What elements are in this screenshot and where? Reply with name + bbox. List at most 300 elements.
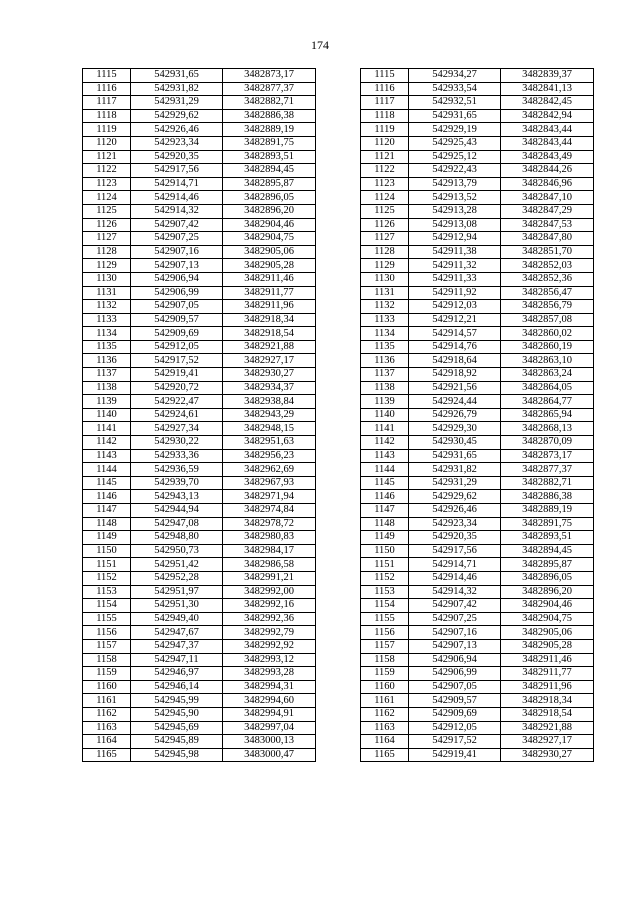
right-x-coordinate-cell: 542911,38	[409, 245, 501, 259]
left-y-coordinate-cell: 3482984,17	[223, 544, 316, 558]
right-x-coordinate-cell: 542911,92	[409, 286, 501, 300]
right-point-number-cell: 1141	[361, 422, 409, 436]
left-y-coordinate-cell: 3482951,63	[223, 436, 316, 450]
left-y-coordinate-cell: 3482992,92	[223, 639, 316, 653]
left-y-coordinate-cell: 3482956,23	[223, 449, 316, 463]
right-point-number-cell: 1156	[361, 626, 409, 640]
right-y-coordinate-cell: 3482847,80	[501, 232, 594, 246]
left-y-coordinate-cell: 3482889,19	[223, 123, 316, 137]
right-x-coordinate-cell: 542926,79	[409, 408, 501, 422]
page-number: 174	[311, 38, 329, 52]
right-x-coordinate-cell: 542929,19	[409, 123, 501, 137]
left-y-coordinate-cell: 3482911,96	[223, 300, 316, 314]
right-x-coordinate-cell: 542912,21	[409, 313, 501, 327]
left-point-number-cell: 1126	[83, 218, 131, 232]
right-x-coordinate-cell: 542913,28	[409, 204, 501, 218]
right-point-number-cell: 1149	[361, 531, 409, 545]
column-gap	[316, 558, 361, 572]
table-row	[83, 177, 594, 191]
table-row	[83, 340, 594, 354]
left-x-coordinate-cell: 542924,61	[131, 408, 223, 422]
right-x-coordinate-cell: 542931,29	[409, 476, 501, 490]
right-y-coordinate-cell: 3482893,51	[501, 531, 594, 545]
left-x-coordinate-cell: 542923,34	[131, 136, 223, 150]
right-point-number-cell: 1143	[361, 449, 409, 463]
left-x-coordinate-cell: 542946,14	[131, 680, 223, 694]
right-x-coordinate-cell: 542917,52	[409, 735, 501, 749]
left-y-coordinate-cell: 3482992,00	[223, 585, 316, 599]
right-y-coordinate-cell: 3482905,06	[501, 626, 594, 640]
column-gap	[316, 96, 361, 110]
table-row	[83, 544, 594, 558]
left-x-coordinate-cell: 542951,30	[131, 599, 223, 613]
right-y-coordinate-cell: 3482843,44	[501, 123, 594, 137]
right-x-coordinate-cell: 542914,46	[409, 571, 501, 585]
left-point-number-cell: 1146	[83, 490, 131, 504]
column-gap	[316, 109, 361, 123]
column-gap	[316, 69, 361, 83]
column-gap	[316, 354, 361, 368]
table-row	[83, 694, 594, 708]
right-point-number-cell: 1116	[361, 82, 409, 96]
left-point-number-cell: 1164	[83, 735, 131, 749]
column-gap	[316, 653, 361, 667]
right-x-coordinate-cell: 542912,05	[409, 721, 501, 735]
right-x-coordinate-cell: 542934,27	[409, 69, 501, 83]
left-x-coordinate-cell: 542947,08	[131, 517, 223, 531]
column-gap	[316, 218, 361, 232]
right-point-number-cell: 1122	[361, 164, 409, 178]
table-row	[83, 490, 594, 504]
right-point-number-cell: 1130	[361, 272, 409, 286]
right-x-coordinate-cell: 542914,76	[409, 340, 501, 354]
right-y-coordinate-cell: 3482852,36	[501, 272, 594, 286]
coordinates-table	[82, 68, 594, 762]
left-y-coordinate-cell: 3482886,38	[223, 109, 316, 123]
left-point-number-cell: 1163	[83, 721, 131, 735]
left-y-coordinate-cell: 3482873,17	[223, 69, 316, 83]
table-row	[83, 96, 594, 110]
table-row	[83, 300, 594, 314]
left-x-coordinate-cell: 542945,90	[131, 707, 223, 721]
column-gap	[316, 232, 361, 246]
table-row	[83, 82, 594, 96]
table-row	[83, 626, 594, 640]
left-point-number-cell: 1138	[83, 381, 131, 395]
right-x-coordinate-cell: 542914,57	[409, 327, 501, 341]
column-gap	[316, 272, 361, 286]
left-y-coordinate-cell: 3482934,37	[223, 381, 316, 395]
right-point-number-cell: 1158	[361, 653, 409, 667]
left-x-coordinate-cell: 542919,41	[131, 368, 223, 382]
column-gap	[316, 667, 361, 681]
left-point-number-cell: 1139	[83, 395, 131, 409]
right-y-coordinate-cell: 3482891,75	[501, 517, 594, 531]
table-row	[83, 69, 594, 83]
left-y-coordinate-cell: 3482905,28	[223, 259, 316, 273]
right-x-coordinate-cell: 542931,65	[409, 109, 501, 123]
column-gap	[316, 639, 361, 653]
table-row	[83, 354, 594, 368]
right-x-coordinate-cell: 542918,92	[409, 368, 501, 382]
right-x-coordinate-cell: 542907,05	[409, 680, 501, 694]
right-point-number-cell: 1121	[361, 150, 409, 164]
left-point-number-cell: 1122	[83, 164, 131, 178]
table-row	[83, 667, 594, 681]
table-row	[83, 408, 594, 422]
left-point-number-cell: 1125	[83, 204, 131, 218]
left-point-number-cell: 1121	[83, 150, 131, 164]
table-row	[83, 558, 594, 572]
table-row	[83, 735, 594, 749]
right-x-coordinate-cell: 542909,57	[409, 694, 501, 708]
left-point-number-cell: 1123	[83, 177, 131, 191]
right-x-coordinate-cell: 542914,32	[409, 585, 501, 599]
table-row	[83, 313, 594, 327]
right-y-coordinate-cell: 3482895,87	[501, 558, 594, 572]
right-y-coordinate-cell: 3482896,05	[501, 571, 594, 585]
left-x-coordinate-cell: 542927,34	[131, 422, 223, 436]
left-point-number-cell: 1153	[83, 585, 131, 599]
table-row	[83, 571, 594, 585]
left-x-coordinate-cell: 542907,13	[131, 259, 223, 273]
right-y-coordinate-cell: 3482843,49	[501, 150, 594, 164]
left-point-number-cell: 1140	[83, 408, 131, 422]
left-x-coordinate-cell: 542917,56	[131, 164, 223, 178]
right-y-coordinate-cell: 3482856,79	[501, 300, 594, 314]
table-row	[83, 639, 594, 653]
left-x-coordinate-cell: 542909,57	[131, 313, 223, 327]
left-point-number-cell: 1154	[83, 599, 131, 613]
right-y-coordinate-cell: 3482843,44	[501, 136, 594, 150]
left-x-coordinate-cell: 542914,71	[131, 177, 223, 191]
right-y-coordinate-cell: 3482842,45	[501, 96, 594, 110]
column-gap	[316, 449, 361, 463]
column-gap	[316, 517, 361, 531]
right-point-number-cell: 1134	[361, 327, 409, 341]
table-row	[83, 504, 594, 518]
left-x-coordinate-cell: 542914,32	[131, 204, 223, 218]
column-gap	[316, 82, 361, 96]
left-x-coordinate-cell: 542931,82	[131, 82, 223, 96]
right-point-number-cell: 1164	[361, 735, 409, 749]
right-point-number-cell: 1131	[361, 286, 409, 300]
right-point-number-cell: 1152	[361, 571, 409, 585]
left-point-number-cell: 1115	[83, 69, 131, 83]
left-point-number-cell: 1129	[83, 259, 131, 273]
left-point-number-cell: 1117	[83, 96, 131, 110]
right-x-coordinate-cell: 542918,64	[409, 354, 501, 368]
right-y-coordinate-cell: 3482851,70	[501, 245, 594, 259]
right-x-coordinate-cell: 542929,30	[409, 422, 501, 436]
table-row	[83, 245, 594, 259]
left-y-coordinate-cell: 3482978,72	[223, 517, 316, 531]
table-row	[83, 612, 594, 626]
left-x-coordinate-cell: 542949,40	[131, 612, 223, 626]
column-gap	[316, 707, 361, 721]
right-point-number-cell: 1129	[361, 259, 409, 273]
left-y-coordinate-cell: 3482980,83	[223, 531, 316, 545]
left-y-coordinate-cell: 3483000,13	[223, 735, 316, 749]
right-y-coordinate-cell: 3482863,24	[501, 368, 594, 382]
column-gap	[316, 476, 361, 490]
table-row	[83, 748, 594, 762]
right-point-number-cell: 1146	[361, 490, 409, 504]
right-y-coordinate-cell: 3482911,77	[501, 667, 594, 681]
left-point-number-cell: 1120	[83, 136, 131, 150]
table-row	[83, 395, 594, 409]
right-x-coordinate-cell: 542907,25	[409, 612, 501, 626]
left-y-coordinate-cell: 3482904,75	[223, 232, 316, 246]
left-x-coordinate-cell: 542945,69	[131, 721, 223, 735]
column-gap	[316, 544, 361, 558]
left-x-coordinate-cell: 542945,98	[131, 748, 223, 762]
right-y-coordinate-cell: 3482852,03	[501, 259, 594, 273]
right-point-number-cell: 1148	[361, 517, 409, 531]
left-point-number-cell: 1156	[83, 626, 131, 640]
left-x-coordinate-cell: 542948,80	[131, 531, 223, 545]
right-x-coordinate-cell: 542925,43	[409, 136, 501, 150]
right-y-coordinate-cell: 3482930,27	[501, 748, 594, 762]
left-point-number-cell: 1132	[83, 300, 131, 314]
column-gap	[316, 286, 361, 300]
right-y-coordinate-cell: 3482868,13	[501, 422, 594, 436]
left-point-number-cell: 1131	[83, 286, 131, 300]
left-point-number-cell: 1118	[83, 109, 131, 123]
left-x-coordinate-cell: 542907,42	[131, 218, 223, 232]
left-point-number-cell: 1150	[83, 544, 131, 558]
right-y-coordinate-cell: 3482865,94	[501, 408, 594, 422]
left-x-coordinate-cell: 542931,29	[131, 96, 223, 110]
left-y-coordinate-cell: 3482882,71	[223, 96, 316, 110]
right-y-coordinate-cell: 3482904,46	[501, 599, 594, 613]
right-x-coordinate-cell: 542907,16	[409, 626, 501, 640]
left-point-number-cell: 1130	[83, 272, 131, 286]
left-point-number-cell: 1152	[83, 571, 131, 585]
column-gap	[316, 136, 361, 150]
left-x-coordinate-cell: 542907,16	[131, 245, 223, 259]
left-point-number-cell: 1148	[83, 517, 131, 531]
column-gap	[316, 436, 361, 450]
column-gap	[316, 422, 361, 436]
right-y-coordinate-cell: 3482882,71	[501, 476, 594, 490]
column-gap	[316, 340, 361, 354]
right-point-number-cell: 1140	[361, 408, 409, 422]
left-y-coordinate-cell: 3482994,31	[223, 680, 316, 694]
right-y-coordinate-cell: 3482841,13	[501, 82, 594, 96]
left-x-coordinate-cell: 542946,97	[131, 667, 223, 681]
right-y-coordinate-cell: 3482921,88	[501, 721, 594, 735]
left-x-coordinate-cell: 542929,62	[131, 109, 223, 123]
left-y-coordinate-cell: 3482894,45	[223, 164, 316, 178]
right-y-coordinate-cell: 3482870,09	[501, 436, 594, 450]
right-x-coordinate-cell: 542911,33	[409, 272, 501, 286]
table-row	[83, 463, 594, 477]
right-y-coordinate-cell: 3482844,26	[501, 164, 594, 178]
right-point-number-cell: 1142	[361, 436, 409, 450]
right-y-coordinate-cell: 3482842,94	[501, 109, 594, 123]
left-point-number-cell: 1151	[83, 558, 131, 572]
left-point-number-cell: 1149	[83, 531, 131, 545]
left-y-coordinate-cell: 3482891,75	[223, 136, 316, 150]
right-point-number-cell: 1119	[361, 123, 409, 137]
right-x-coordinate-cell: 542931,82	[409, 463, 501, 477]
left-point-number-cell: 1124	[83, 191, 131, 205]
column-gap	[316, 612, 361, 626]
left-point-number-cell: 1137	[83, 368, 131, 382]
right-x-coordinate-cell: 542932,51	[409, 96, 501, 110]
right-y-coordinate-cell: 3482864,77	[501, 395, 594, 409]
right-point-number-cell: 1123	[361, 177, 409, 191]
table-row	[83, 436, 594, 450]
left-y-coordinate-cell: 3482971,94	[223, 490, 316, 504]
left-y-coordinate-cell: 3482877,37	[223, 82, 316, 96]
left-y-coordinate-cell: 3483000,47	[223, 748, 316, 762]
table-row	[83, 721, 594, 735]
right-x-coordinate-cell: 542912,03	[409, 300, 501, 314]
column-gap	[316, 571, 361, 585]
left-x-coordinate-cell: 542952,28	[131, 571, 223, 585]
table-row	[83, 109, 594, 123]
right-y-coordinate-cell: 3482846,96	[501, 177, 594, 191]
column-gap	[316, 680, 361, 694]
right-point-number-cell: 1139	[361, 395, 409, 409]
right-y-coordinate-cell: 3482918,34	[501, 694, 594, 708]
table-row	[83, 191, 594, 205]
right-x-coordinate-cell: 542926,46	[409, 504, 501, 518]
left-y-coordinate-cell: 3482992,79	[223, 626, 316, 640]
right-point-number-cell: 1132	[361, 300, 409, 314]
table-row	[83, 272, 594, 286]
right-x-coordinate-cell: 542913,79	[409, 177, 501, 191]
left-y-coordinate-cell: 3482893,51	[223, 150, 316, 164]
right-point-number-cell: 1157	[361, 639, 409, 653]
table-row	[83, 707, 594, 721]
table-row	[83, 123, 594, 137]
right-point-number-cell: 1133	[361, 313, 409, 327]
column-gap	[316, 327, 361, 341]
right-y-coordinate-cell: 3482860,02	[501, 327, 594, 341]
right-x-coordinate-cell: 542922,43	[409, 164, 501, 178]
right-y-coordinate-cell: 3482873,17	[501, 449, 594, 463]
right-x-coordinate-cell: 542914,71	[409, 558, 501, 572]
left-y-coordinate-cell: 3482992,36	[223, 612, 316, 626]
left-x-coordinate-cell: 542931,65	[131, 69, 223, 83]
left-x-coordinate-cell: 542945,99	[131, 694, 223, 708]
left-y-coordinate-cell: 3482918,34	[223, 313, 316, 327]
right-y-coordinate-cell: 3482847,53	[501, 218, 594, 232]
left-x-coordinate-cell: 542950,73	[131, 544, 223, 558]
right-x-coordinate-cell: 542919,41	[409, 748, 501, 762]
left-x-coordinate-cell: 542947,11	[131, 653, 223, 667]
left-point-number-cell: 1145	[83, 476, 131, 490]
right-y-coordinate-cell: 3482863,10	[501, 354, 594, 368]
right-y-coordinate-cell: 3482864,05	[501, 381, 594, 395]
table-row	[83, 164, 594, 178]
left-y-coordinate-cell: 3482896,20	[223, 204, 316, 218]
right-y-coordinate-cell: 3482896,20	[501, 585, 594, 599]
left-x-coordinate-cell: 542907,05	[131, 300, 223, 314]
left-y-coordinate-cell: 3482962,69	[223, 463, 316, 477]
column-gap	[316, 191, 361, 205]
right-x-coordinate-cell: 542907,42	[409, 599, 501, 613]
right-point-number-cell: 1137	[361, 368, 409, 382]
left-y-coordinate-cell: 3482943,29	[223, 408, 316, 422]
right-point-number-cell: 1159	[361, 667, 409, 681]
left-y-coordinate-cell: 3482918,54	[223, 327, 316, 341]
left-y-coordinate-cell: 3482921,88	[223, 340, 316, 354]
left-y-coordinate-cell: 3482992,16	[223, 599, 316, 613]
right-x-coordinate-cell: 542931,65	[409, 449, 501, 463]
table-row	[83, 422, 594, 436]
left-y-coordinate-cell: 3482930,27	[223, 368, 316, 382]
left-x-coordinate-cell: 542951,42	[131, 558, 223, 572]
right-point-number-cell: 1147	[361, 504, 409, 518]
left-y-coordinate-cell: 3482896,05	[223, 191, 316, 205]
left-y-coordinate-cell: 3482974,84	[223, 504, 316, 518]
left-point-number-cell: 1143	[83, 449, 131, 463]
table-row	[83, 517, 594, 531]
table-row	[83, 286, 594, 300]
right-x-coordinate-cell: 542912,94	[409, 232, 501, 246]
right-point-number-cell: 1150	[361, 544, 409, 558]
column-gap	[316, 599, 361, 613]
left-point-number-cell: 1144	[83, 463, 131, 477]
right-y-coordinate-cell: 3482894,45	[501, 544, 594, 558]
right-point-number-cell: 1151	[361, 558, 409, 572]
left-x-coordinate-cell: 542944,94	[131, 504, 223, 518]
column-gap	[316, 531, 361, 545]
right-x-coordinate-cell: 542907,13	[409, 639, 501, 653]
left-x-coordinate-cell: 542930,22	[131, 436, 223, 450]
column-gap	[316, 463, 361, 477]
left-y-coordinate-cell: 3482991,21	[223, 571, 316, 585]
right-y-coordinate-cell: 3482904,75	[501, 612, 594, 626]
right-point-number-cell: 1165	[361, 748, 409, 762]
right-point-number-cell: 1162	[361, 707, 409, 721]
column-gap	[316, 300, 361, 314]
left-x-coordinate-cell: 542914,46	[131, 191, 223, 205]
left-point-number-cell: 1133	[83, 313, 131, 327]
table-row	[83, 259, 594, 273]
left-x-coordinate-cell: 542951,97	[131, 585, 223, 599]
column-gap	[316, 585, 361, 599]
left-point-number-cell: 1128	[83, 245, 131, 259]
column-gap	[316, 381, 361, 395]
right-x-coordinate-cell: 542906,99	[409, 667, 501, 681]
right-point-number-cell: 1118	[361, 109, 409, 123]
left-point-number-cell: 1157	[83, 639, 131, 653]
column-gap	[316, 735, 361, 749]
right-x-coordinate-cell: 542911,32	[409, 259, 501, 273]
right-x-coordinate-cell: 542933,54	[409, 82, 501, 96]
left-x-coordinate-cell: 542922,47	[131, 395, 223, 409]
table-row	[83, 476, 594, 490]
column-gap	[316, 408, 361, 422]
left-point-number-cell: 1127	[83, 232, 131, 246]
left-y-coordinate-cell: 3482994,91	[223, 707, 316, 721]
right-y-coordinate-cell: 3482889,19	[501, 504, 594, 518]
right-y-coordinate-cell: 3482847,29	[501, 204, 594, 218]
right-y-coordinate-cell: 3482877,37	[501, 463, 594, 477]
column-gap	[316, 395, 361, 409]
column-gap	[316, 204, 361, 218]
right-y-coordinate-cell: 3482839,37	[501, 69, 594, 83]
right-point-number-cell: 1154	[361, 599, 409, 613]
right-x-coordinate-cell: 542920,35	[409, 531, 501, 545]
right-point-number-cell: 1138	[361, 381, 409, 395]
right-x-coordinate-cell: 542913,52	[409, 191, 501, 205]
